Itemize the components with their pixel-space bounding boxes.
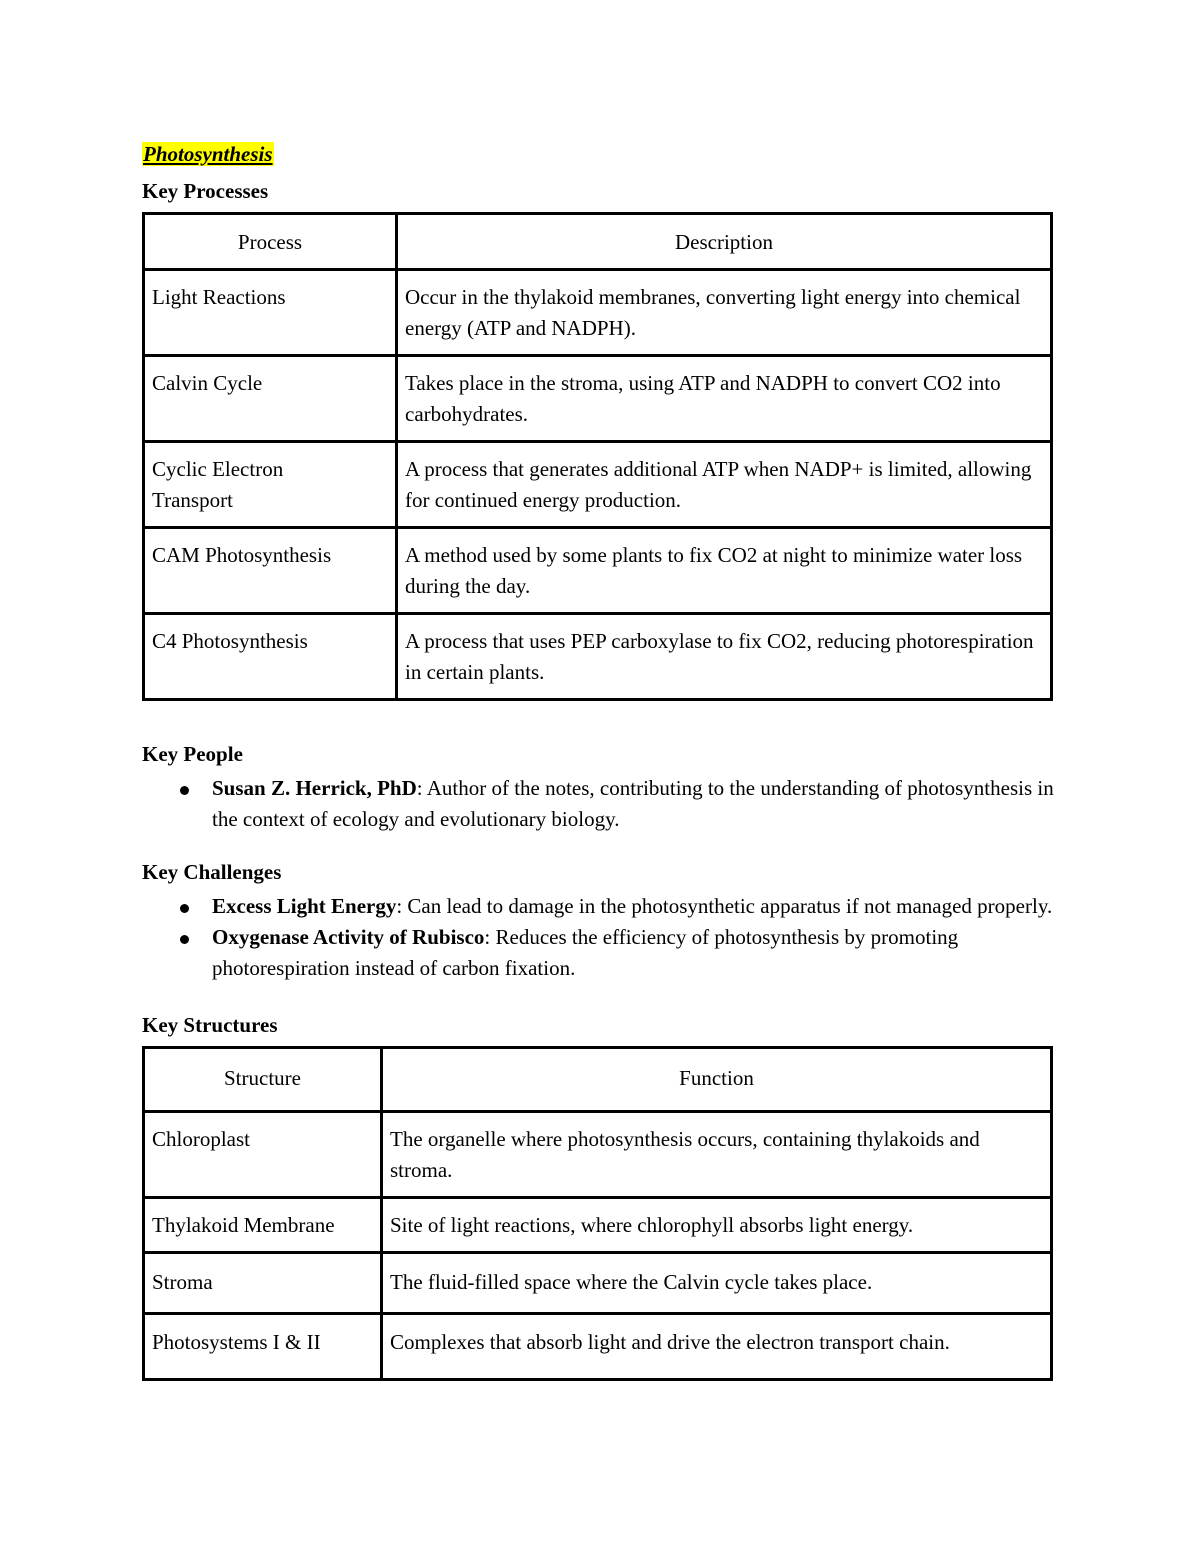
structure-function: Complexes that absorb light and drive the electron transport chain. — [382, 1314, 1052, 1380]
process-name: Light Reactions — [144, 270, 397, 356]
table-row — [144, 270, 1052, 356]
list-item — [142, 891, 1054, 922]
key-processes-heading: Key Processes — [142, 179, 269, 203]
bullet-icon — [180, 904, 189, 913]
list-item-term: Excess Light Energy — [212, 894, 397, 918]
table-row — [144, 1253, 1052, 1314]
list-item-text: : Reduces the efficiency of photosynthesis by promoting photorespiration instead of carbon fixation. — [212, 925, 959, 980]
process-description: A process that uses PEP carboxylase to fix CO2, reducing photorespiration in certain plants. — [397, 614, 1052, 700]
process-description: A method used by some plants to fix CO2 at night to minimize water loss during the day. — [397, 528, 1052, 614]
list-item-text: : Author of the notes, contributing to the understanding of photosynthesis in the context of ecology and evolutionary biology. — [212, 776, 1054, 831]
table-row — [144, 442, 1052, 528]
structure-function: The fluid-filled space where the Calvin cycle takes place. — [382, 1253, 1052, 1314]
key-challenges-list — [142, 891, 1054, 984]
table-row — [144, 1198, 1052, 1253]
structure-name: Photosystems I & II — [144, 1314, 382, 1380]
structure-name: Stroma — [144, 1253, 382, 1314]
structure-name: Chloroplast — [144, 1112, 382, 1198]
column-header-process: Process — [144, 214, 397, 270]
list-item — [142, 773, 1054, 835]
column-header-description: Description — [397, 214, 1052, 270]
process-description: Occur in the thylakoid membranes, converting light energy into chemical energy (ATP and NADPH). — [397, 270, 1052, 356]
key-structures-heading: Key Structures — [142, 1013, 278, 1037]
key-people-list — [142, 773, 1054, 835]
list-item-text: : Can lead to damage in the photosynthetic apparatus if not managed properly. — [396, 894, 1053, 918]
process-name: C4 Photosynthesis — [144, 614, 397, 700]
column-header-function: Function — [382, 1048, 1052, 1112]
table-row — [144, 528, 1052, 614]
structure-function: Site of light reactions, where chlorophyll absorbs light energy. — [382, 1198, 1052, 1253]
structure-function: The organelle where photosynthesis occurs, containing thylakoids and stroma. — [382, 1112, 1052, 1198]
key-people-heading: Key People — [142, 742, 243, 766]
process-name: CAM Photosynthesis — [144, 528, 397, 614]
key-challenges-heading: Key Challenges — [142, 860, 282, 884]
list-item-term: Oxygenase Activity of Rubisco — [212, 925, 485, 949]
table-header-row — [144, 214, 1052, 270]
document-page — [142, 138, 1054, 1381]
bullet-icon — [180, 935, 189, 944]
process-description: Takes place in the stroma, using ATP and NADPH to convert CO2 into carbohydrates. — [397, 356, 1052, 442]
column-header-structure: Structure — [144, 1048, 382, 1112]
structure-name: Thylakoid Membrane — [144, 1198, 382, 1253]
list-item-term: Susan Z. Herrick, PhD — [212, 776, 417, 800]
structures-table — [142, 1046, 1053, 1381]
document-title: Photosynthesis — [143, 142, 273, 166]
process-description: A process that generates additional ATP when NADP+ is limited, allowing for continued energy production. — [397, 442, 1052, 528]
list-item — [142, 922, 1054, 984]
processes-table — [142, 212, 1053, 701]
table-row — [144, 1112, 1052, 1198]
table-row — [144, 356, 1052, 442]
table-row — [144, 614, 1052, 700]
process-name: Cyclic Electron Transport — [144, 442, 397, 528]
table-row — [144, 1314, 1052, 1380]
table-header-row — [144, 1048, 1052, 1112]
process-name: Calvin Cycle — [144, 356, 397, 442]
bullet-icon — [180, 786, 189, 795]
